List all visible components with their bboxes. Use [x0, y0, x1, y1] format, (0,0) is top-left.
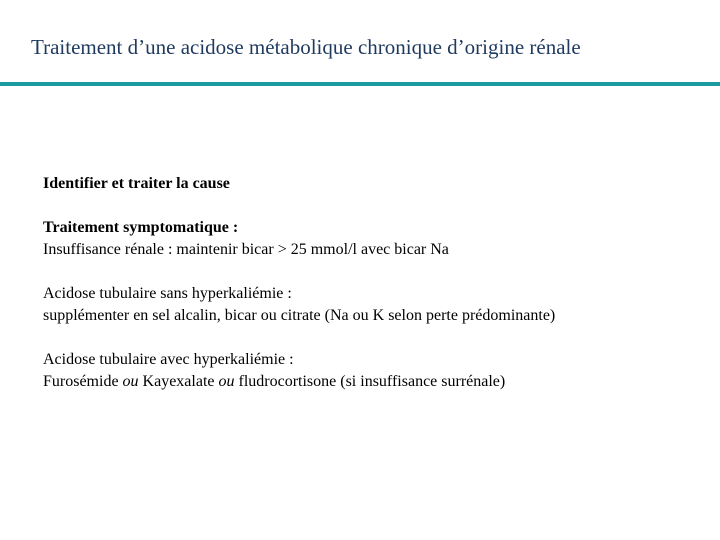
item-cause	[43, 173, 713, 195]
slide-content	[43, 173, 713, 415]
drug-fludrocortisone: fludrocortisone (si insuffisance surrénale)	[234, 373, 506, 390]
item-tubular-hyperk-heading: Acidose tubulaire avec hyperkaliémie :	[43, 351, 294, 368]
drug-kayexalate: Kayexalate	[138, 373, 219, 390]
title-divider	[0, 82, 720, 86]
slide-title: Traitement d’une acidose métabolique chronique d’origine rénale	[31, 35, 581, 59]
item-tubular-no-hyperk-line: supplémenter en sel alcalin, bicar ou citrate (Na ou K selon perte prédominante)	[43, 307, 556, 324]
drug-furosemide: Furosémide	[43, 373, 123, 390]
item-symptomatic	[43, 217, 713, 261]
conjunction-or: ou	[122, 373, 139, 390]
conjunction-or: ou	[218, 373, 235, 390]
item-tubular-hyperk-line	[43, 371, 713, 393]
item-tubular-no-hyperk	[43, 283, 713, 327]
item-cause-heading: Identifier et traiter la cause	[43, 175, 230, 192]
item-tubular-hyperk	[43, 349, 713, 393]
item-symptomatic-heading: Traitement symptomatique :	[43, 219, 239, 236]
item-symptomatic-line: Insuffisance rénale : maintenir bicar > 25 mmol/l avec bicar Na	[43, 241, 449, 258]
item-tubular-no-hyperk-heading: Acidose tubulaire sans hyperkaliémie :	[43, 285, 292, 302]
